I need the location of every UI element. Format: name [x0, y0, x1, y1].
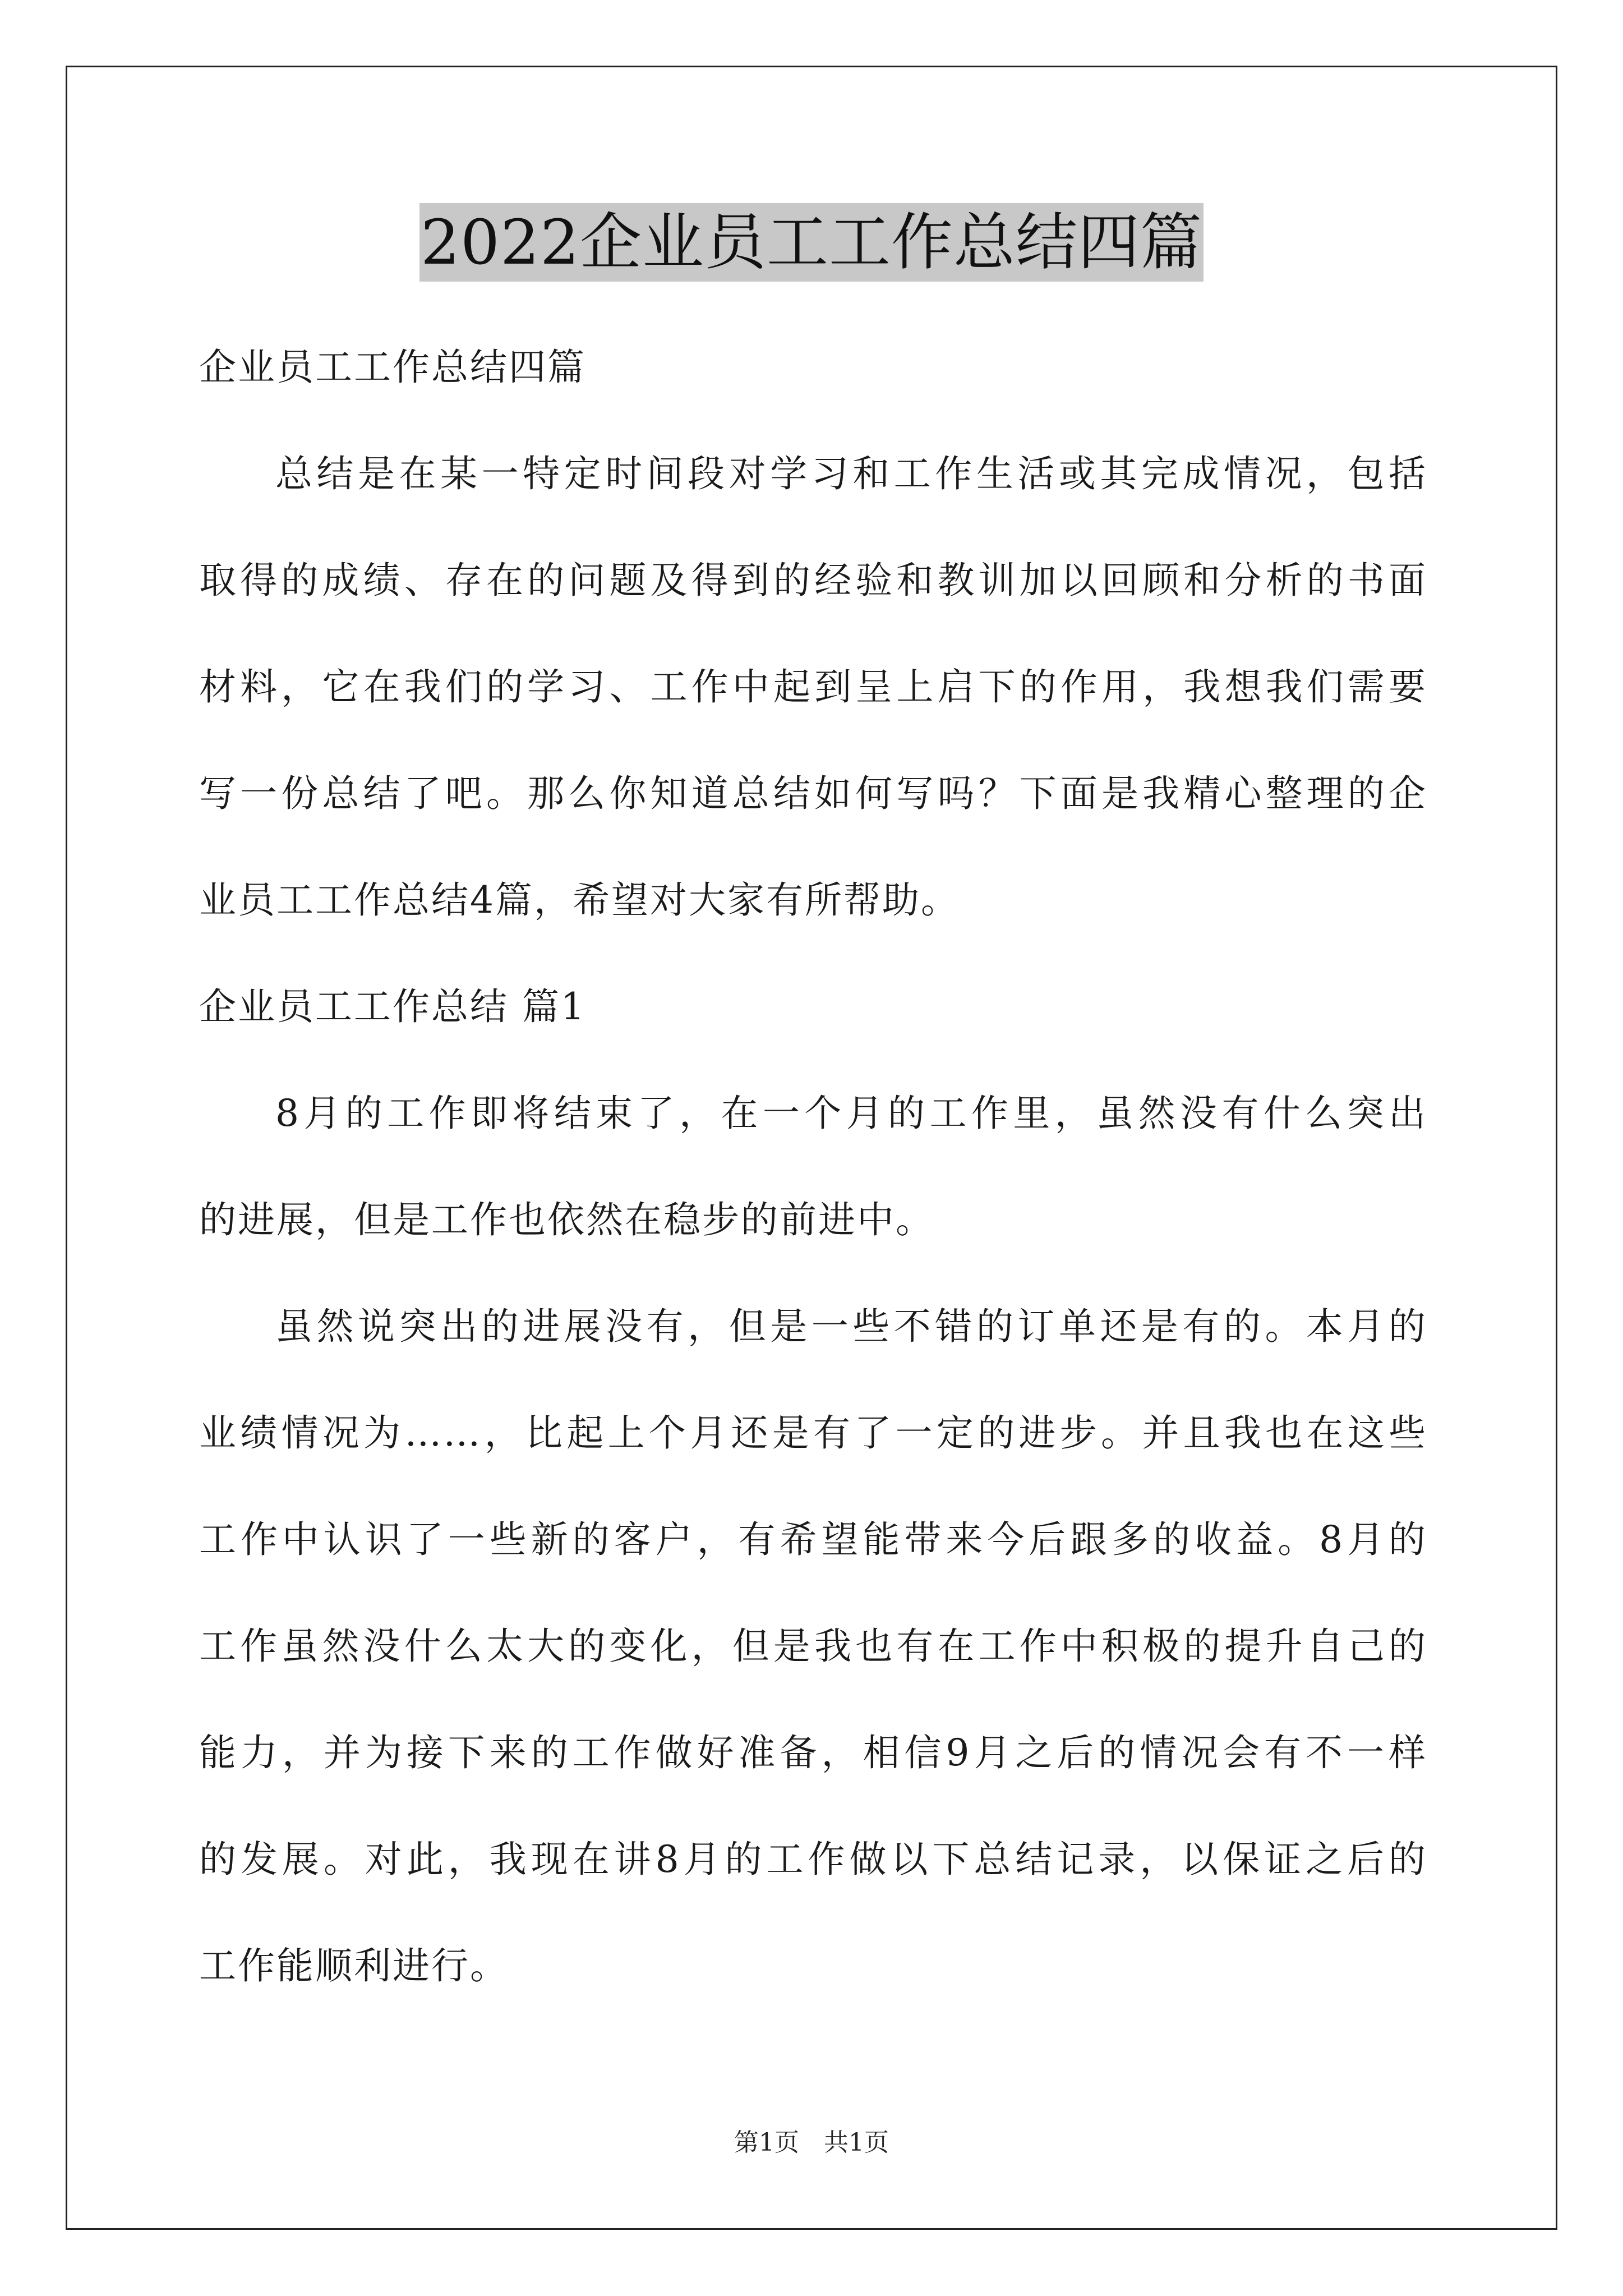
paragraph-line: 工作虽然没什么太大的变化，但是我也有在工作中积极的提升自己的	[199, 1625, 1427, 1668]
document-title: 2022企业员工工作总结四篇	[419, 203, 1204, 282]
page-footer: 第1页 共1页	[734, 2128, 889, 2157]
intro-line: 总结是在某一特定时间段对学习和工作生活或其完成情况，包括	[275, 452, 1427, 495]
subtitle: 企业员工工作总结四篇	[199, 346, 586, 389]
paragraph-line: 工作能顺利进行。	[199, 1944, 509, 1987]
intro-line: 写一份总结了吧。那么你知道总结如何写吗？下面是我精心整理的企	[199, 772, 1427, 815]
paragraph-line: 8月的工作即将结束了，在一个月的工作里，虽然没有什么突出	[275, 1092, 1427, 1135]
intro-line: 取得的成绩、存在的问题及得到的经验和教训加以回顾和分析的书面	[199, 559, 1427, 602]
paragraph-line: 的进展，但是工作也依然在稳步的前进中。	[199, 1198, 934, 1241]
title-container	[0, 203, 1623, 282]
section-heading: 企业员工工作总结 篇1	[199, 985, 586, 1028]
paragraph-line: 的发展。对此，我现在讲8月的工作做以下总结记录，以保证之后的	[199, 1838, 1427, 1881]
paragraph-line: 工作中认识了一些新的客户，有希望能带来今后跟多的收益。8月的	[199, 1518, 1427, 1561]
intro-line: 业员工工作总结4篇，希望对大家有所帮助。	[199, 878, 960, 922]
paragraph-line: 业绩情况为……，比起上个月还是有了一定的进步。并且我也在这些	[199, 1411, 1427, 1455]
paragraph-line: 能力，并为接下来的工作做好准备，相信9月之后的情况会有不一样	[199, 1731, 1427, 1774]
intro-line: 材料，它在我们的学习、工作中起到呈上启下的作用，我想我们需要	[199, 665, 1427, 708]
paragraph-line: 虽然说突出的进展没有，但是一些不错的订单还是有的。本月的	[275, 1305, 1427, 1348]
